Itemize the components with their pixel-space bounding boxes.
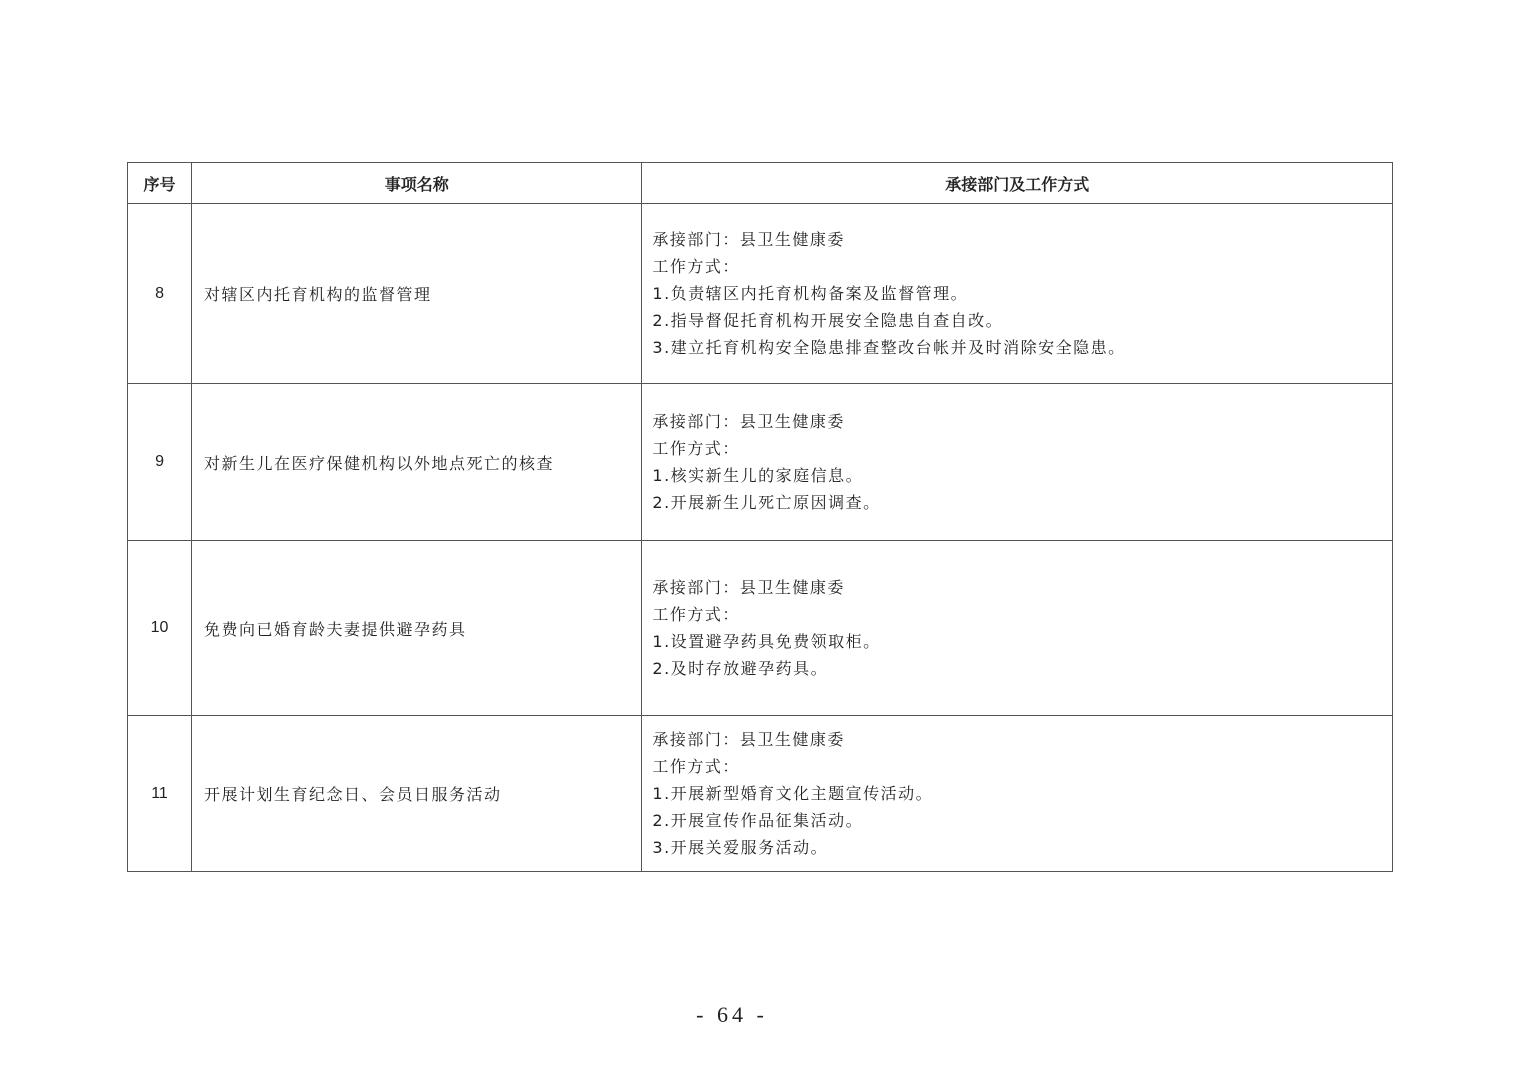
table-row [128,384,1393,541]
row-serial-number: 10 [128,541,192,716]
method-line: 工作方式： [652,605,740,624]
method-line: 承接部门：县卫生健康委 [652,412,845,431]
method-line: 1.核实新生儿的家庭信息。 [652,466,864,485]
method-line: 工作方式： [652,757,740,776]
page-number: - 64 - [696,1002,768,1027]
table-row [128,716,1393,872]
items-table [127,162,1393,872]
header-department-method: 承接部门及工作方式 [642,163,1393,204]
method-line: 承接部门：县卫生健康委 [652,230,845,249]
row-item-name: 对辖区内托育机构的监督管理 [192,204,642,384]
method-line: 3.开展关爱服务活动。 [652,838,829,857]
row-serial-number: 9 [128,384,192,541]
table-header-row [128,163,1393,204]
header-item-name: 事项名称 [192,163,642,204]
method-line: 工作方式： [652,257,740,276]
method-line: 1.设置避孕药具免费领取柜。 [652,632,881,651]
row-serial-number: 11 [128,716,192,872]
method-line: 2.及时存放避孕药具。 [652,659,829,678]
row-serial-number: 8 [128,204,192,384]
header-serial-number: 序号 [128,163,192,204]
method-line: 2.开展新生儿死亡原因调查。 [652,493,881,512]
method-line: 3.建立托育机构安全隐患排查整改台帐并及时消除安全隐患。 [652,338,1126,357]
row-item-name: 对新生儿在医疗保健机构以外地点死亡的核查 [192,384,642,541]
row-item-name: 免费向已婚育龄夫妻提供避孕药具 [192,541,642,716]
row-department-method [642,716,1393,872]
row-department-method [642,204,1393,384]
method-line: 1.负责辖区内托育机构备案及监督管理。 [652,284,969,303]
method-line: 1.开展新型婚育文化主题宣传活动。 [652,784,934,803]
method-line: 承接部门：县卫生健康委 [652,730,845,749]
table-row [128,204,1393,384]
method-line: 工作方式： [652,439,740,458]
table-row [128,541,1393,716]
method-line: 2.开展宣传作品征集活动。 [652,811,864,830]
row-department-method [642,541,1393,716]
method-line: 2.指导督促托育机构开展安全隐患自查自改。 [652,311,1004,330]
row-item-name: 开展计划生育纪念日、会员日服务活动 [192,716,642,872]
row-department-method [642,384,1393,541]
method-line: 承接部门：县卫生健康委 [652,578,845,597]
